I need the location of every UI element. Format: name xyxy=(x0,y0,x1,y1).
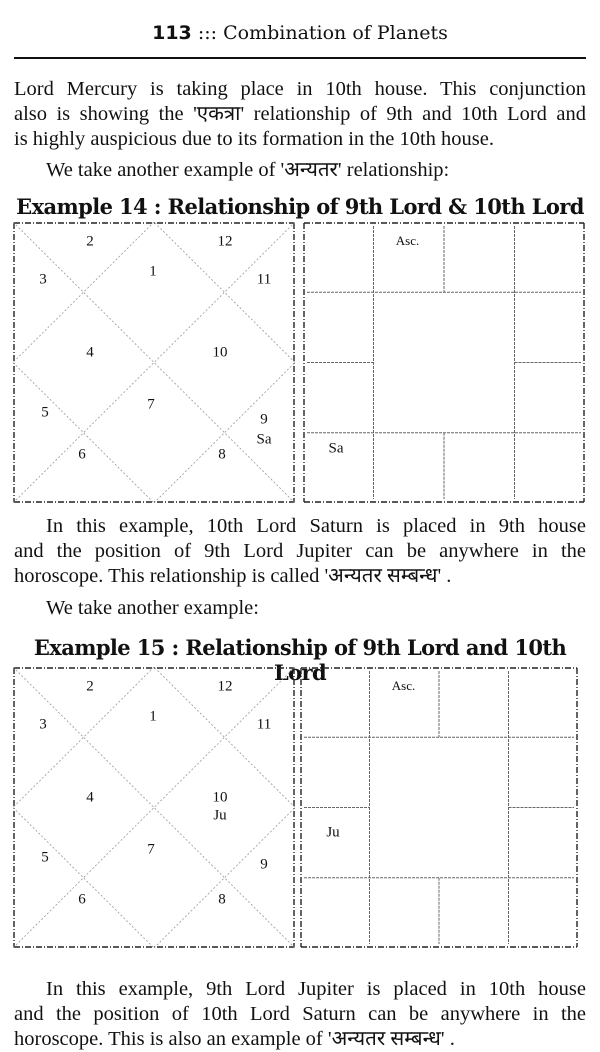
paragraph-3 xyxy=(14,514,586,589)
house-number-7: 7 xyxy=(147,396,155,413)
house-number-1: 1 xyxy=(149,708,157,725)
planet-saturn: Sa xyxy=(328,440,344,457)
north-indian-chart-14 xyxy=(13,222,295,503)
house-number-7: 7 xyxy=(147,841,155,858)
text-line: In this example, 9th Lord Jupiter is placed in 10th house xyxy=(46,978,586,1000)
chart-frame xyxy=(300,667,578,948)
house-number-2: 2 xyxy=(86,678,94,695)
house-number-9: 9 xyxy=(260,856,268,873)
house-number-3: 3 xyxy=(39,271,47,288)
paragraph-2 xyxy=(14,158,586,183)
text-line: horoscope. This is also an example of 'अन्यतर सम्बन्ध' . xyxy=(14,1028,455,1050)
text-line: and the position of 10th Lord Saturn can be anywhere in the xyxy=(14,1003,586,1025)
text-line: is highly auspicious due to its formation in the 10th house. xyxy=(14,128,494,150)
house-number-4: 4 xyxy=(86,789,94,806)
house-number-10: 10 xyxy=(212,344,228,361)
house-number-3: 3 xyxy=(39,716,47,733)
house-number-11: 11 xyxy=(256,716,272,733)
page-header xyxy=(14,22,586,44)
house-number-10: 10 xyxy=(212,789,228,806)
house-number-8: 8 xyxy=(218,446,226,463)
paragraph-5 xyxy=(14,977,586,1052)
chapter-title: Combination of Planets xyxy=(223,22,448,44)
north-indian-chart-15 xyxy=(13,667,295,948)
text-line: Lord Mercury is taking place in 10th house. This conjunction xyxy=(14,78,586,100)
chart-frame xyxy=(303,222,585,503)
house-number-8: 8 xyxy=(218,891,226,908)
paragraph-4 xyxy=(14,596,586,621)
house-number-6: 6 xyxy=(78,891,86,908)
house-number-5: 5 xyxy=(41,849,49,866)
south-indian-chart-15 xyxy=(300,667,578,948)
planet-jupiter: Ju xyxy=(213,807,227,824)
header-rule xyxy=(14,57,586,59)
planet-jupiter: Ju xyxy=(326,824,340,840)
page-number: 113 xyxy=(152,22,192,44)
text-line: We take another example: xyxy=(46,597,259,619)
example-15-heading: Example 15 : Relationship of 9th Lord and 10th Lord xyxy=(33,635,567,685)
text-line: also is showing the 'एकत्रा' relationship of 9th and 10th Lord and xyxy=(14,103,586,125)
house-number-4: 4 xyxy=(86,344,94,361)
example-14-heading: Example 14 : Relationship of 9th Lord & 10th Lord xyxy=(16,194,584,219)
house-number-1: 1 xyxy=(149,263,157,280)
text-line: horoscope. This relationship is called 'अन्यतर सम्बन्ध' . xyxy=(14,565,452,587)
house-number-12: 12 xyxy=(217,678,233,695)
house-number-2: 2 xyxy=(86,233,94,250)
house-number-9: 9 xyxy=(260,411,268,428)
house-number-11: 11 xyxy=(256,271,272,288)
house-number-5: 5 xyxy=(41,404,49,421)
ascendant-label: Asc. xyxy=(391,678,416,693)
text-line: In this example, 10th Lord Saturn is placed in 9th house xyxy=(46,515,586,537)
text-line: and the position of 9th Lord Jupiter can be anywhere in the xyxy=(14,540,586,562)
header-separator: ::: xyxy=(197,22,218,44)
ascendant-label: Asc. xyxy=(395,233,420,248)
house-number-12: 12 xyxy=(217,233,233,250)
south-indian-chart-14 xyxy=(303,222,585,503)
paragraph-1 xyxy=(14,77,586,152)
house-number-6: 6 xyxy=(78,446,86,463)
planet-saturn: Sa xyxy=(256,431,272,448)
text-line: We take another example of 'अन्यतर' relationship: xyxy=(46,159,450,181)
